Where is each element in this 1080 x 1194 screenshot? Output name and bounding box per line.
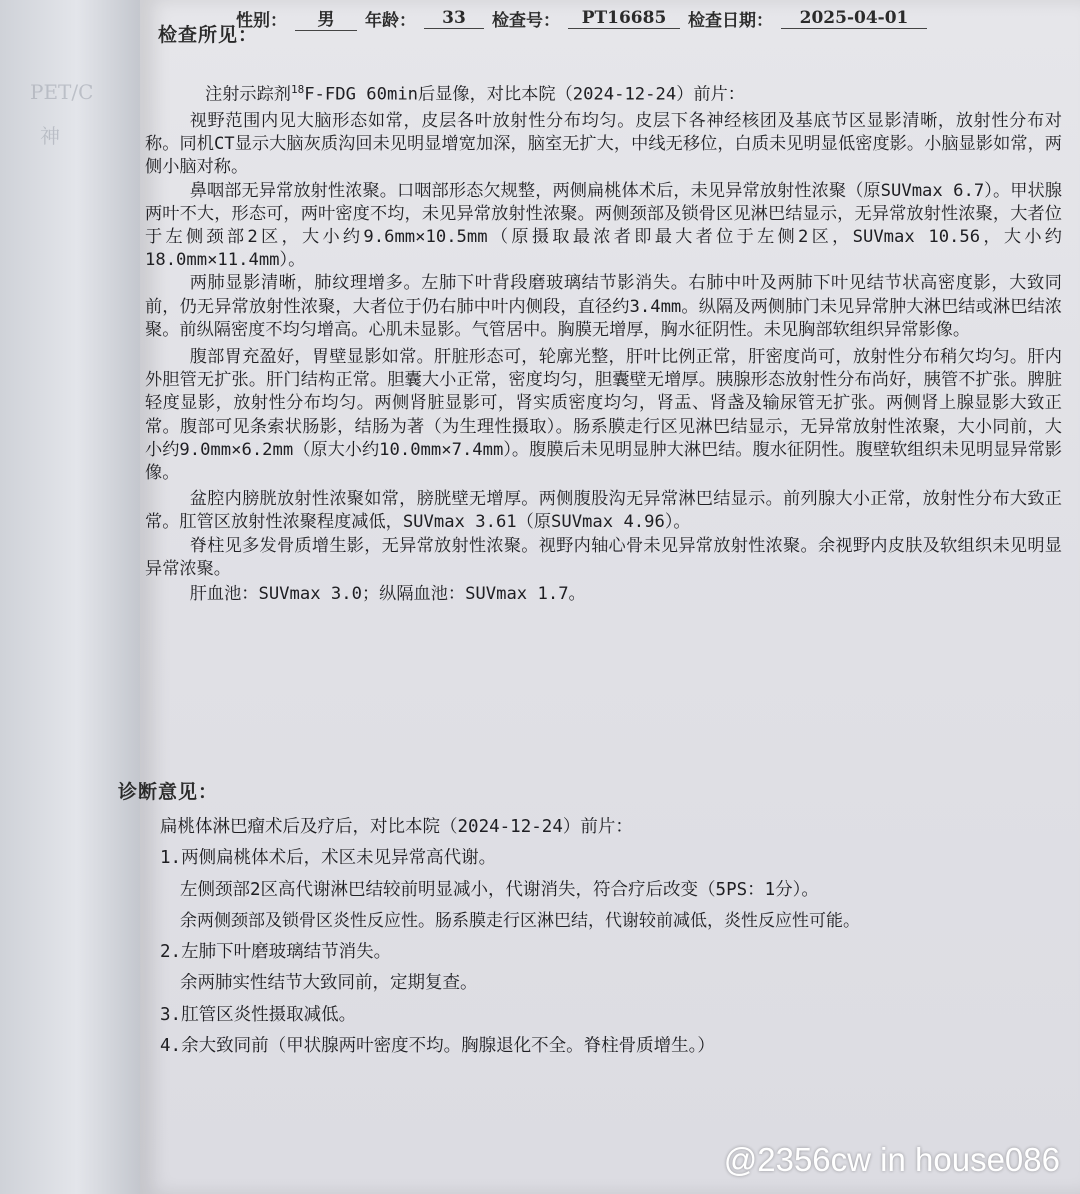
diagnosis-item-1: 1.两侧扁桃体术后，术区未见异常高代谢。 bbox=[160, 848, 497, 869]
diagnosis-body bbox=[160, 812, 1062, 1062]
adjacent-page-text: PET/C bbox=[30, 80, 94, 104]
exam-no-value: PT16685 bbox=[568, 8, 680, 29]
gender-value: 男 bbox=[295, 5, 357, 31]
diagnosis-title: 诊断意见： bbox=[118, 781, 219, 803]
findings-paragraph-neck: 鼻咽部无异常放射性浓聚。口咽部形态欠规整，两侧扁桃体术后，未见异常放射性浓聚（原SUVmax 6.7）。甲状腺两叶不大，形态可，两叶密度不均，未见异常放射性浓聚。两侧颈部及锁骨区见淋巴结显示，无异常放射性浓聚，大者位于左侧颈部2区，大小约9.6mm×10.5mm（原摄取最浓者即最大者位于左侧2区，SUVmax 10.56，大小约18.0mm×11.4mm）。 bbox=[145, 180, 1062, 271]
findings-paragraph-abdomen: 腹部胃充盈好，胃壁显影如常。肝脏形态可，轮廓光整，肝叶比例正常，肝密度尚可，放射性分布稍欠均匀。肝内外胆管无扩张。肝门结构正常。胆囊大小正常，密度均匀，胆囊壁无增厚。胰腺形态放射性分布尚好，胰管不扩张。脾脏轻度显影，放射性分布均匀。两侧肾脏显影可，肾实质密度均匀，肾盂、肾盏及输尿管无扩张。两侧肾上腺显影大致正常。腹部可见条索状肠影，结肠为著（为生理性摄取）。肠系膜走行区见淋巴结显示，无异常放射性浓聚，大小同前，大小约9.0mm×6.2mm（原大小约10.0mm×7.4mm）。腹膜后未见明显肿大淋巴结。腹水征阴性。腹壁软组织未见明显异常影像。 bbox=[145, 346, 1062, 483]
diagnosis-line: 余两侧颈部及锁骨区炎性反应性。肠系膜走行区淋巴结，代谢较前减低，炎性反应性可能。 bbox=[180, 910, 860, 931]
findings-paragraph-spine: 脊柱见多发骨质增生影，无异常放射性浓聚。视野内轴心骨未见异常放射性浓聚。余视野内皮肤及软组织未见明显异常浓聚。 bbox=[145, 535, 1062, 579]
diagnosis-item-4: 4.余大致同前（甲状腺两叶密度不均。胸腺退化不全。脊柱骨质增生。） bbox=[160, 1036, 715, 1057]
findings-paragraph-chest: 两肺显影清晰，肺纹理增多。左肺下叶背段磨玻璃结节影消失。右肺中叶及两肺下叶见结节状高密度影，大致同前，仍无异常放射性浓聚，大者位于仍右肺中叶内侧段，直径约3.4mm。纵隔及两侧肺门未见异常肿大淋巴结或淋巴结浓聚。前纵隔密度不均匀增高。心肌未显影。气管居中。胸膜无增厚，胸水征阴性。未见胸部软组织异常影像。 bbox=[145, 273, 1062, 340]
diagnosis-line: 余两肺实性结节大致同前，定期复查。 bbox=[180, 973, 478, 994]
exam-date-value: 2025-04-01 bbox=[781, 8, 927, 29]
age-value: 33 bbox=[424, 8, 484, 29]
findings-body bbox=[145, 78, 1062, 606]
diagnosis-item-2: 2.左肺下叶磨玻璃结节消失。 bbox=[160, 942, 392, 963]
diagnosis-line: 扁桃体淋巴瘤术后及疗后，对比本院（2024-12-24）前片： bbox=[160, 817, 633, 837]
findings-blood-pool: 肝血池：SUVmax 3.0；纵隔血池：SUVmax 1.7。 bbox=[189, 584, 586, 604]
adjacent-page-text: 神 bbox=[40, 124, 60, 148]
tracer-suffix: F-FDG 60min后显像，对比本院（2024-12-24）前片： bbox=[304, 84, 745, 105]
tracer-prefix: 注射示踪剂 bbox=[205, 84, 291, 105]
age-label: 年龄： bbox=[365, 10, 416, 31]
diagnosis-item-3: 3.肛管区炎性摄取减低。 bbox=[160, 1004, 357, 1025]
diagnosis-line: 左侧颈部2区高代谢淋巴结较前明显减小，代谢消失，符合疗后改变（5PS：1分）。 bbox=[180, 879, 819, 900]
patient-header bbox=[236, 6, 1060, 30]
adjacent-page bbox=[0, 0, 140, 1194]
exam-no-label: 检查号： bbox=[492, 10, 560, 31]
findings-paragraph-brain: 视野范围内见大脑形态如常，皮层各叶放射性分布均匀。皮层下各神经核团及基底节区显影清晰，放射性分布对称。同机CT显示大脑灰质沟回未见明显增宽加深，脑室无扩大，中线无移位，白质未见明显低密度影。小脑显影如常，两侧小脑对称。 bbox=[145, 110, 1062, 178]
isotope-superscript: 18 bbox=[290, 83, 305, 96]
findings-title: 检查所见： bbox=[158, 24, 259, 46]
exam-date-label: 检查日期： bbox=[688, 10, 773, 31]
findings-paragraph-pelvis: 盆腔内膀胱放射性浓聚如常，膀胱壁无增厚。两侧腹股沟无异常淋巴结显示。前列腺大小正常，放射性分布大致正常。肛管区放射性浓聚程度减低，SUVmax 3.61（原SUVmax 4.96）。 bbox=[145, 489, 1062, 533]
watermark: @2356cw in house086 bbox=[723, 1141, 1060, 1178]
tracer-line bbox=[145, 78, 1062, 107]
gender-label: 性别： bbox=[236, 10, 287, 31]
